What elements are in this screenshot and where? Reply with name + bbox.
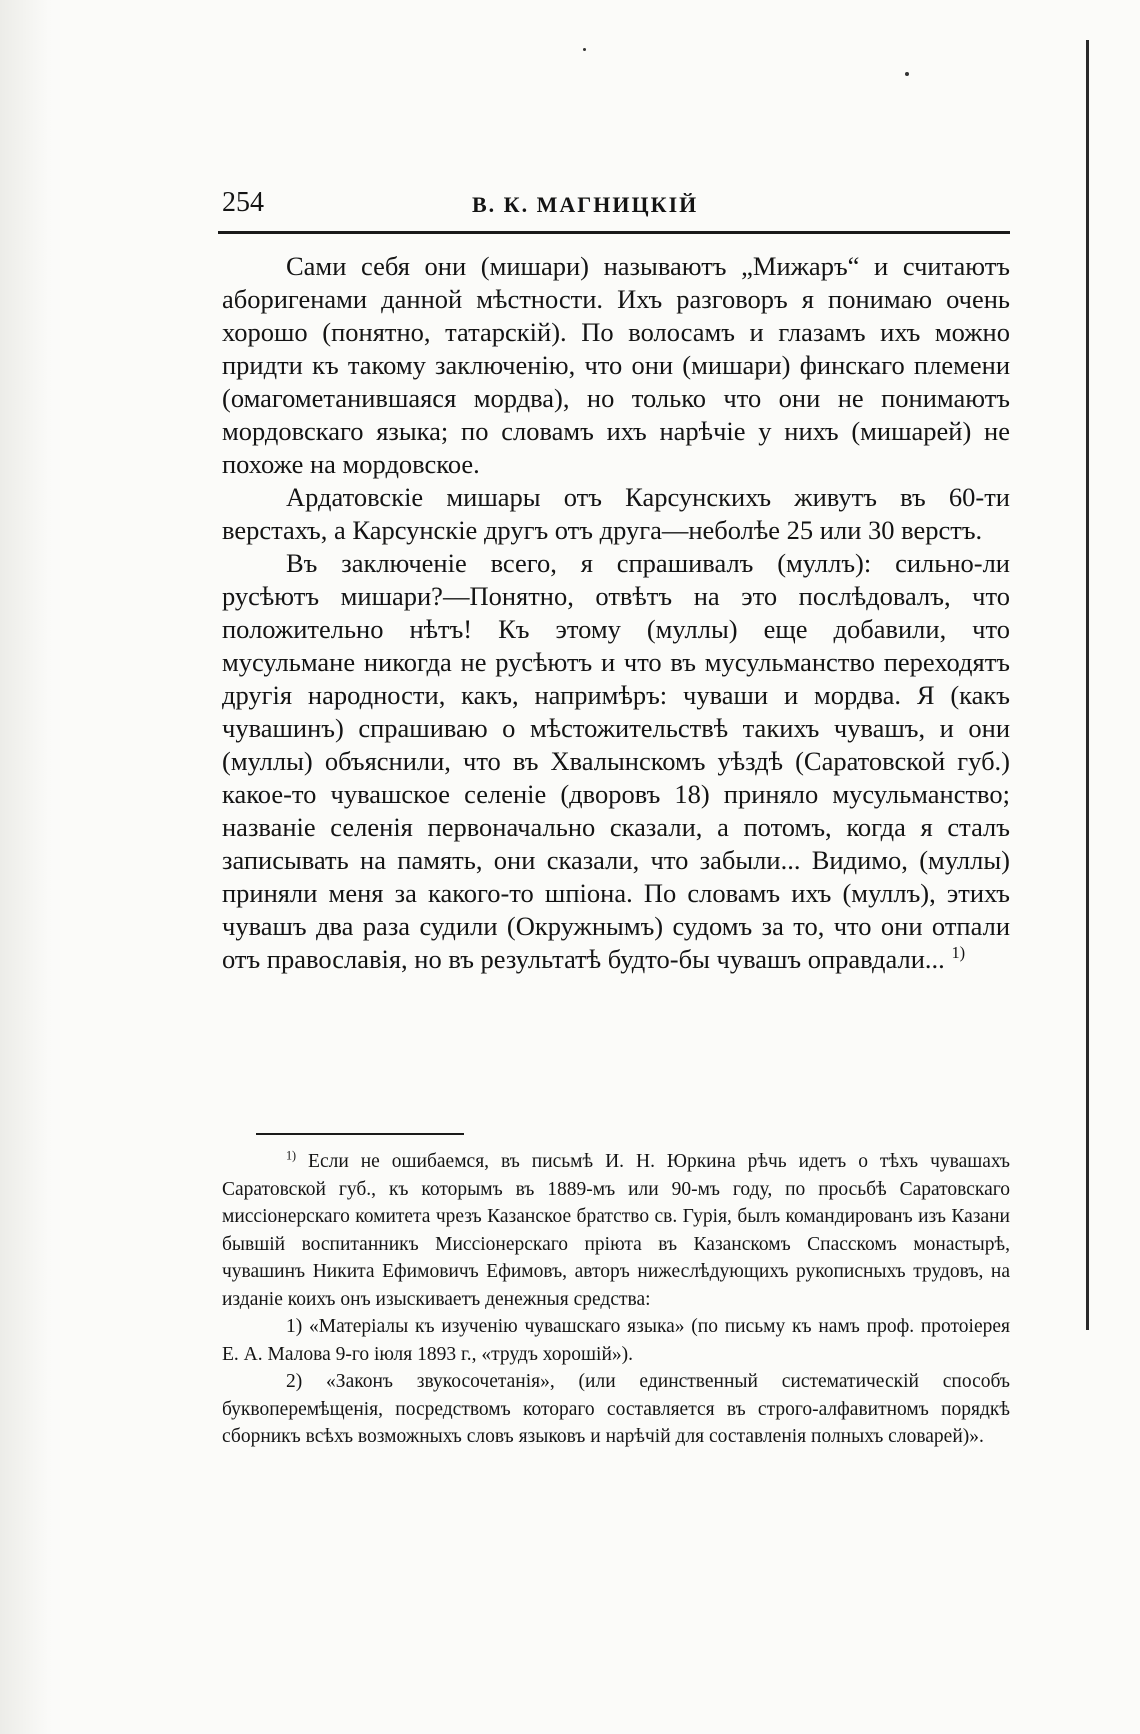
footnote-rule <box>256 1133 464 1135</box>
footnote-item-2: 2) «Законъ звукосочетанія», (или единственный систематическій способъ буквоперемѣщенія, посредствомъ котораго составляется въ строго-алфавитномъ порядкѣ сборникъ всѣхъ возможныхъ словъ языковъ и нарѣчій для составленія полныхъ словарей)». <box>222 1371 1010 1447</box>
main-text <box>222 250 1010 976</box>
footnote-1 <box>222 1148 1010 1313</box>
page-number: 254 <box>222 187 264 218</box>
page-header <box>222 186 1012 226</box>
paragraph-3-text: Въ заключеніе всего, я спрашивалъ (муллъ): сильно-ли русѣютъ мишари?—Понятно, отвѣтъ на это послѣдовалъ, что положительно нѣтъ! Къ этому (муллы) еще добавили, что мусульмане никогда не русѣютъ и что въ мусульманство переходятъ другія народности, какъ, напримѣръ: чуваши и мордва. Я (какъ чувашинъ) спрашиваю о мѣстожительствѣ такихъ чувашъ, и они (муллы) объяснили, что въ Хвалынскомъ уѣздѣ (Саратовской губ.) какое-то чувашское селеніе (дворовъ 18) приняло мусульманство; названіе селенія первоначально сказали, а потомъ, когда я сталъ записывать на память, они сказали, что забыли... Видимо, (муллы) приняли меня за какого-то шпіона. По словамъ ихъ (муллъ), этихъ чувашъ два раза судили (Окружнымъ) судомъ за то, что они отпали отъ православія, но въ результатѣ будто-бы чувашъ оправдали... <box>222 548 1010 974</box>
footnotes <box>222 1148 1010 1451</box>
paragraph-3 <box>222 547 1010 976</box>
footnote-marker: 1) <box>286 1148 297 1163</box>
footnote-item-1: 1) «Матеріалы къ изученію чувашскаго языка» (по письму къ намъ проф. протоіерея Е. А. Малова 9-го іюля 1893 г., «трудъ хорошій»). <box>222 1316 1010 1365</box>
header-rule <box>218 231 1010 234</box>
scan-margin-line <box>1086 40 1089 1330</box>
footnote-1-text: Если не ошибаемся, въ письмѣ И. Н. Юркина рѣчь идетъ о тѣхъ чувашахъ Саратовской губ., къ которымъ въ 1889-мъ или 90-мъ году, по просьбѣ Саратовскаго миссіонерскаго комитета чрезъ Казанское братство св. Гурія, былъ командированъ изъ Казани бывшій воспитанникъ Миссіонерскаго пріюта въ Казанскомъ Спасскомъ монастырѣ, чувашинъ Никита Ефимовичъ Ефимовъ, авторъ нижеслѣдующихъ рукописныхъ трудовъ, на изданіе коихъ онъ изыскиваетъ денежныя средства: <box>222 1151 1011 1310</box>
scan-speck <box>583 48 586 51</box>
paragraph-1: Сами себя они (мишари) называютъ „Мижаръ“ и считаютъ аборигенами данной мѣстности. Ихъ разговоръ я понимаю очень хорошо (понятно, татарскій). По волосамъ и глазамъ ихъ можно придти къ такому заключенію, что они (мишари) финскаго племени (омагометанившаяся мордва), но только что они не понимаютъ мордовскаго языка; по словамъ ихъ нарѣчіе у нихъ (мишарей) не похоже на мордовское. <box>222 251 1010 479</box>
running-head: В. К. МАГНИЦКІЙ <box>472 192 699 217</box>
scan-speck <box>905 72 909 76</box>
footnote-reference: 1) <box>951 943 966 963</box>
paragraph-2: Ардатовскіе мишары отъ Карсунскихъ живутъ въ 60-ти верстахъ, а Карсунскіе другъ отъ друга—неболѣе 25 или 30 верстъ. <box>222 482 1010 545</box>
page-edge-shadow <box>0 0 52 1734</box>
